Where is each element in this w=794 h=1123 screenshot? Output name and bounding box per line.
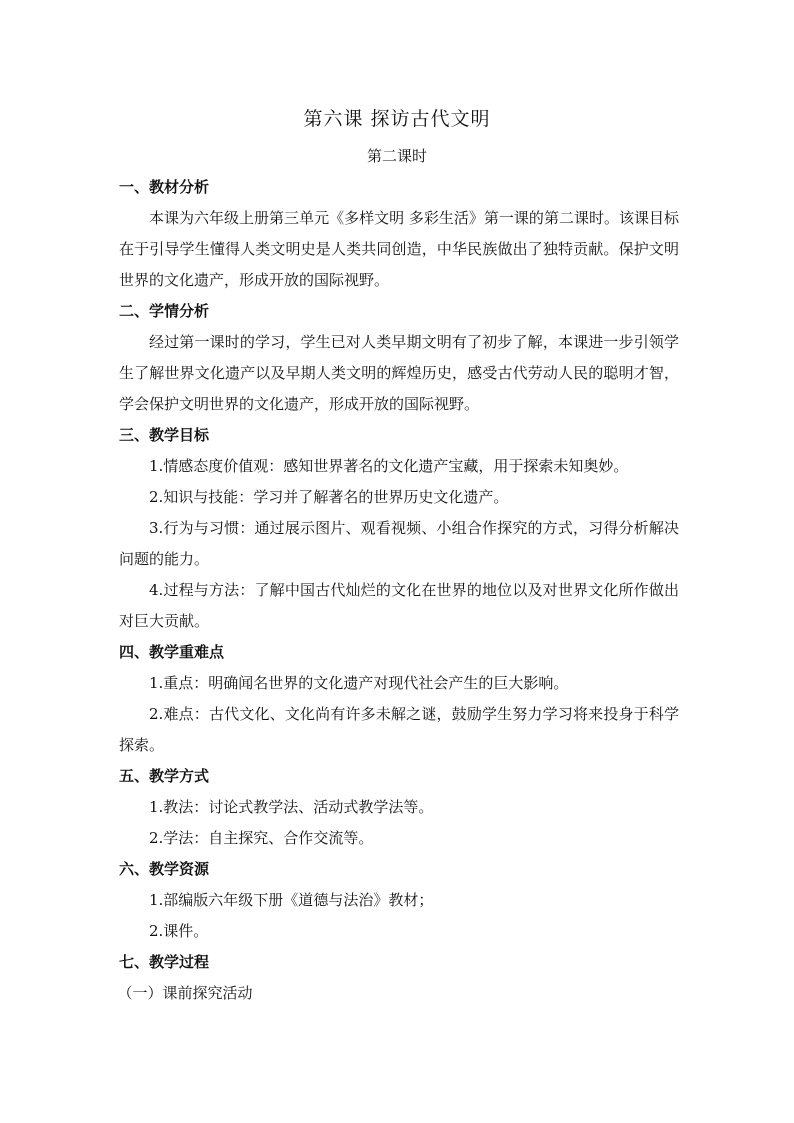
section-paragraph: 本课为六年级上册第三单元《多样文明 多彩生活》第一课的第二课时。该课目标在于引导学生懂得人类文明史是人类共同创造，中华民族做出了独特贡献。保护文明世界的文化遗产，形成开放的国际视野。 bbox=[119, 209, 679, 289]
lesson-title: 第六课 探访古代文明 bbox=[303, 108, 491, 130]
list-item: 2.知识与技能：学习并了解著名的世界历史文化遗产。 bbox=[149, 488, 509, 506]
list-item: 1.情感态度价值观：感知世界著名的文化遗产宝藏，用于探索未知奥妙。 bbox=[149, 457, 629, 475]
list-item: 3.行为与习惯：通过展示图片、观看视频、小组合作探究的方式，习得分析解决问题的能力。 bbox=[119, 519, 679, 568]
lesson-subtitle: 第二课时 bbox=[366, 147, 427, 165]
list-item: 4.过程与方法：了解中国古代灿烂的文化在世界的地位以及对世界文化所作做出对巨大贡献。 bbox=[119, 581, 679, 630]
section-heading: 一、教材分析 bbox=[119, 178, 210, 196]
list-item: 2.课件。 bbox=[149, 922, 209, 940]
section-heading: 二、学情分析 bbox=[119, 302, 210, 320]
list-item: 1.部编版六年级下册《道德与法治》教材； bbox=[149, 891, 434, 909]
document-body bbox=[119, 172, 679, 1009]
list-item: 2.学法：自主探究、合作交流等。 bbox=[149, 829, 374, 847]
list-item: 1.重点：明确闻名世界的文化遗产对现代社会产生的巨大影响。 bbox=[149, 674, 569, 692]
subsection-heading: （一）课前探究活动 bbox=[117, 984, 253, 1002]
list-item: 2.难点：古代文化、文化尚有许多未解之谜，鼓励学生努力学习将来投身于科学探索。 bbox=[119, 705, 679, 754]
section-heading: 五、教学方式 bbox=[119, 767, 210, 785]
section-heading: 三、教学目标 bbox=[119, 426, 210, 444]
section-heading: 六、教学资源 bbox=[119, 860, 210, 878]
list-item: 1.教法：讨论式教学法、活动式教学法等。 bbox=[149, 798, 434, 816]
section-heading: 七、教学过程 bbox=[119, 953, 210, 971]
section-paragraph: 经过第一课时的学习，学生已对人类早期文明有了初步了解，本课进一步引领学生了解世界文化遗产以及早期人类文明的辉煌历史，感受古代劳动人民的聪明才智，学会保护文明世界的文化遗产，形成开放的国际视野。 bbox=[119, 333, 679, 413]
section-heading: 四、教学重难点 bbox=[119, 643, 225, 661]
